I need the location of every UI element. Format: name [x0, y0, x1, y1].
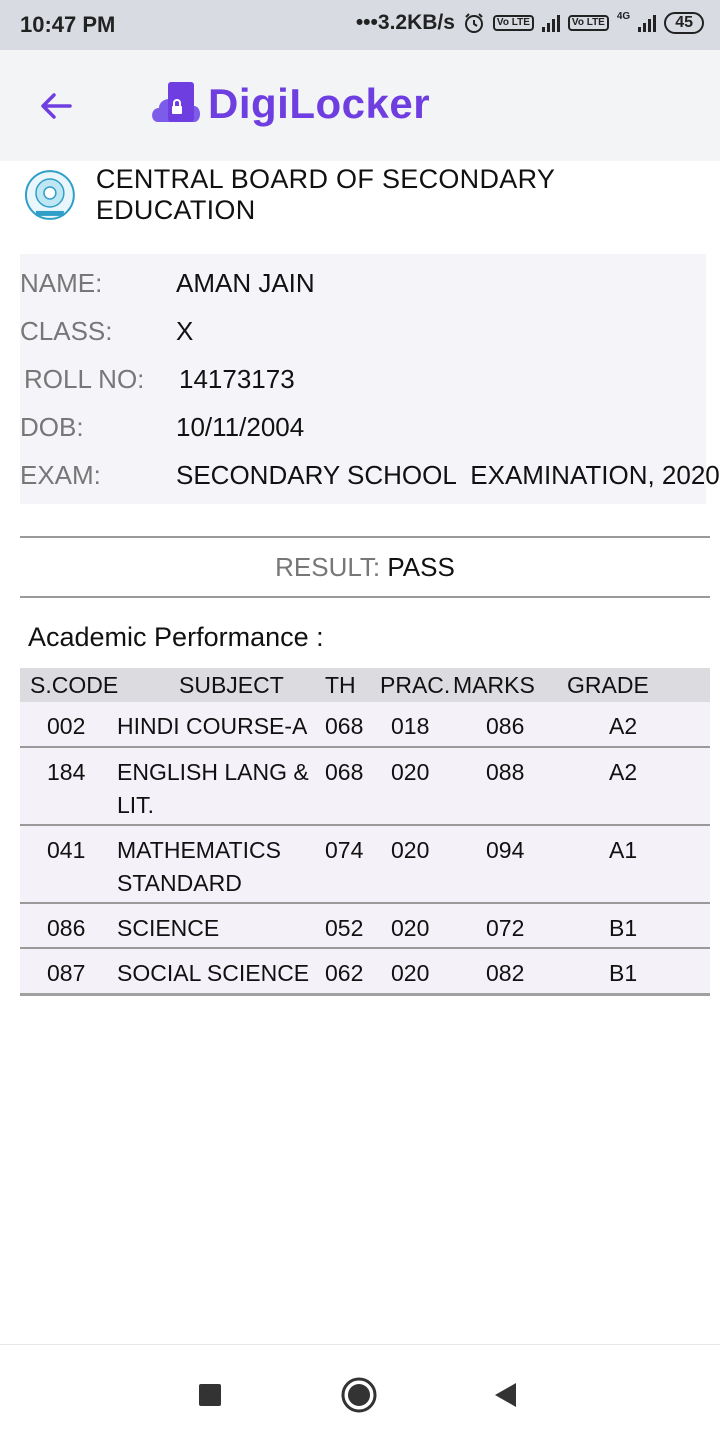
cell-code: 087 — [47, 960, 86, 986]
digilocker-logo — [148, 78, 430, 130]
exam-label: EXAM: — [20, 460, 101, 490]
cell-subject: ENGLISH LANG & LIT. — [117, 759, 309, 818]
cbse-seal-icon — [24, 167, 76, 223]
table-row — [20, 748, 710, 826]
cell-code: 184 — [47, 759, 86, 785]
dob-value: 10/11/2004 — [176, 412, 305, 442]
cell-grade: A1 — [609, 837, 638, 863]
status-bar — [0, 0, 720, 50]
lte-badge-2: Vo LTE — [568, 15, 609, 31]
cell-th: 052 — [325, 915, 364, 941]
table-row — [20, 904, 710, 949]
cell-grade: A2 — [609, 713, 638, 739]
name-label: NAME: — [20, 268, 103, 298]
header-th: TH — [325, 672, 356, 698]
cell-subject: MATHEMATICS STANDARD — [117, 837, 281, 896]
roll-label: ROLL NO: — [24, 364, 145, 394]
header-grade: GRADE — [567, 672, 649, 698]
cell-th: 068 — [325, 759, 364, 785]
signal-icon — [542, 14, 560, 32]
net-type: 4G — [616, 11, 631, 22]
home-button[interactable] — [339, 1375, 379, 1415]
student-info-card — [20, 254, 720, 504]
cell-marks: 088 — [486, 759, 525, 785]
dob-label: DOB: — [20, 412, 84, 442]
battery-icon: 45 — [664, 12, 704, 34]
cell-prac: 020 — [391, 837, 430, 863]
app-bar — [0, 50, 720, 161]
table-header — [20, 668, 710, 702]
roll-value: 14173173 — [179, 364, 295, 394]
alarm-icon — [463, 12, 485, 34]
result-value: PASS — [387, 552, 455, 582]
cell-subject: HINDI COURSE-A — [117, 713, 308, 739]
status-icons — [356, 11, 704, 35]
cloud-lock-icon — [148, 78, 204, 130]
cell-subject: SCIENCE — [117, 915, 220, 941]
header-marks: MARKS — [453, 672, 535, 698]
cell-prac: 018 — [391, 713, 430, 739]
system-nav-bar — [0, 1344, 720, 1440]
home-circle-icon — [339, 1375, 379, 1415]
board-header — [24, 164, 720, 226]
cell-th: 074 — [325, 837, 364, 863]
recents-square-icon — [190, 1375, 230, 1415]
academic-performance-title: Academic Performance : — [28, 622, 324, 652]
header-scode: S.CODE — [30, 672, 119, 698]
class-value: X — [176, 316, 194, 346]
recents-button[interactable] — [190, 1375, 230, 1415]
cell-marks: 086 — [486, 713, 525, 739]
lte-badge-1: Vo LTE — [493, 15, 534, 31]
table-row — [20, 826, 710, 904]
exam-value: SECONDARY SCHOOL EXAMINATION, 2020 — [176, 460, 720, 490]
cell-grade: B1 — [609, 960, 638, 986]
back-button[interactable] — [36, 86, 76, 126]
signal-icon-2 — [638, 14, 656, 32]
class-label: CLASS: — [20, 316, 113, 346]
cell-grade: B1 — [609, 915, 638, 941]
cell-subject: SOCIAL SCIENCE — [117, 960, 310, 986]
cell-grade: A2 — [609, 759, 638, 785]
table-row — [20, 702, 710, 748]
cell-prac: 020 — [391, 960, 430, 986]
back-triangle-icon — [486, 1375, 526, 1415]
header-prac: PRAC. — [380, 672, 451, 698]
cell-marks: 094 — [486, 837, 525, 863]
cell-code: 041 — [47, 837, 86, 863]
cell-marks: 082 — [486, 960, 525, 986]
cell-th: 062 — [325, 960, 364, 986]
cell-marks: 072 — [486, 915, 525, 941]
cell-code: 086 — [47, 915, 86, 941]
marks-table — [20, 668, 710, 996]
cell-prac: 020 — [391, 915, 430, 941]
table-row — [20, 949, 710, 996]
net-speed: •••3.2KB/s — [355, 11, 455, 34]
status-time: 10:47 PM — [20, 12, 116, 37]
cell-prac: 020 — [391, 759, 430, 785]
cell-code: 002 — [47, 713, 86, 739]
cell-th: 068 — [325, 713, 364, 739]
result-label: RESULT: — [275, 552, 381, 582]
name-value: AMAN JAIN — [176, 268, 315, 298]
brand-name: DigiLocker — [208, 80, 431, 127]
header-subject: SUBJECT — [179, 672, 284, 698]
arrow-left-icon — [36, 86, 76, 126]
board-title: CENTRAL BOARD OF SECONDARY EDUCATION — [95, 164, 555, 225]
result-bar — [20, 536, 710, 598]
nav-back-button[interactable] — [486, 1375, 526, 1415]
